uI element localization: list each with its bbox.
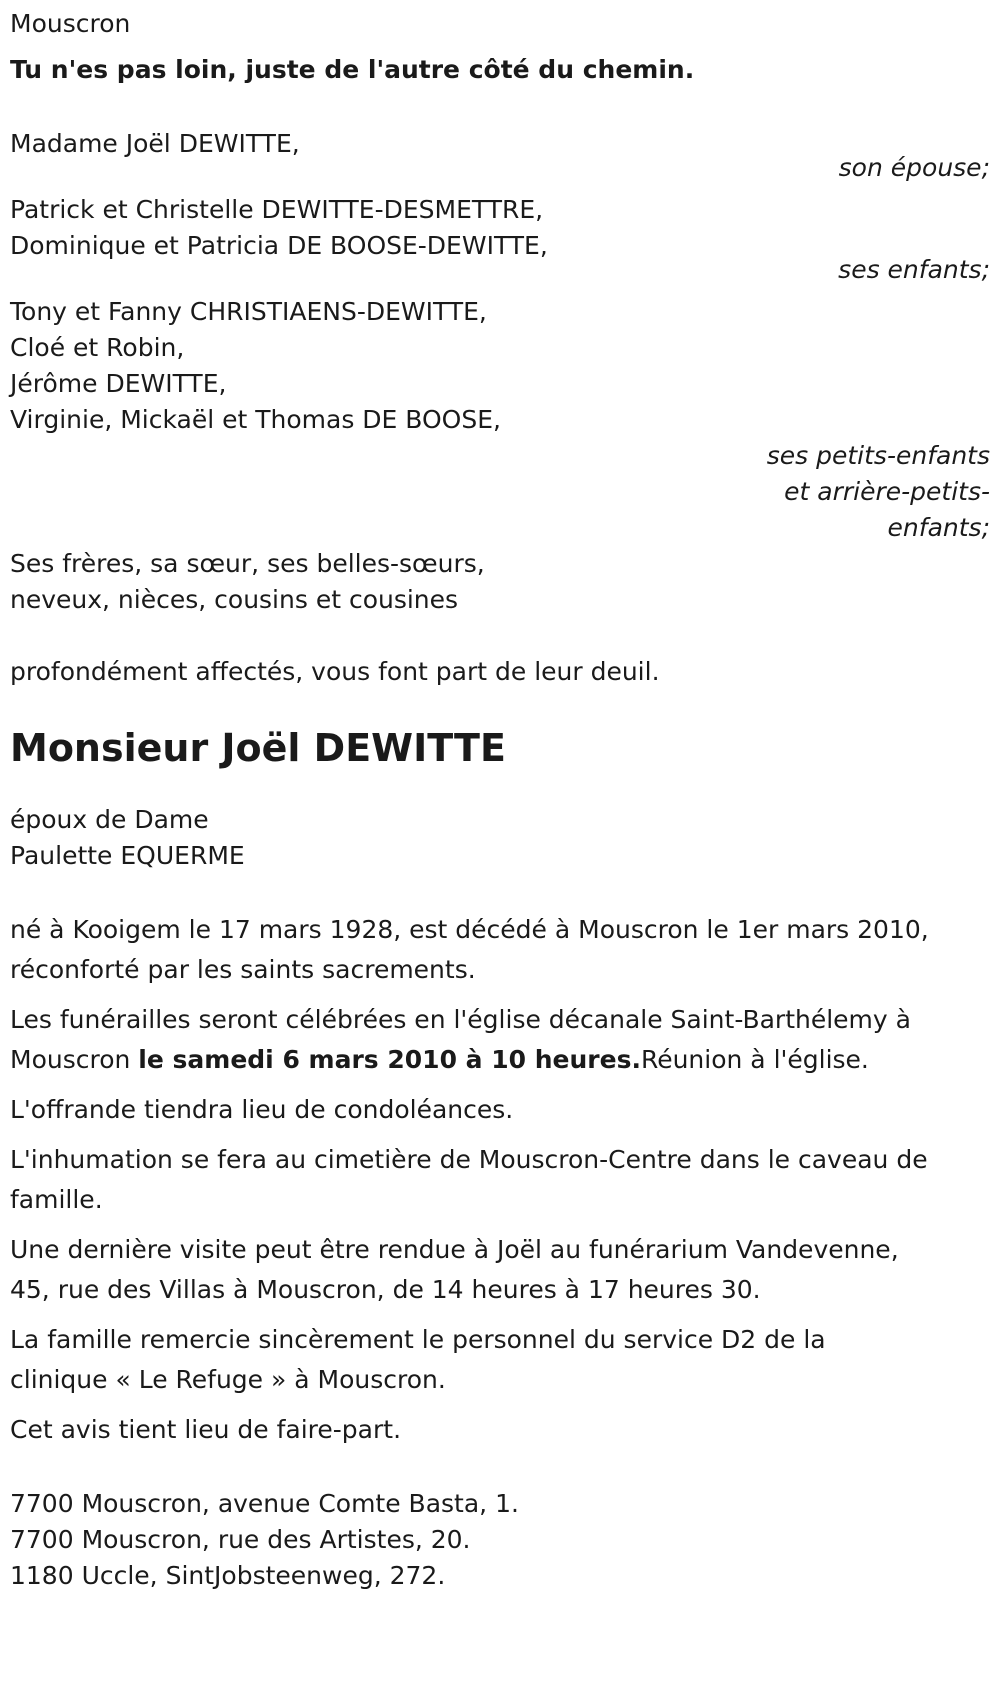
grandchildren-role: ses petits-enfants	[766, 441, 990, 470]
deceased-spouse-line: Paulette EQUERME	[10, 841, 245, 870]
deceased-name: Monsieur Joël DEWITTE	[10, 726, 506, 770]
grandchildren-role: et arrière-petits-	[784, 477, 990, 506]
offering-text: L'offrande tiendra lieu de condoléances.	[10, 1095, 514, 1124]
child-name: Dominique et Patricia DE BOOSE-DEWITTE,	[10, 231, 548, 260]
address-line: 7700 Mouscron, avenue Comte Basta, 1.	[10, 1489, 519, 1518]
details	[10, 910, 930, 1450]
announcement: profondément affectés, vous font part de leur deuil.	[10, 657, 660, 686]
birth-death-text: né à Kooigem le 17 mars 1928, est décédé à Mouscron le 1er mars 2010, réconforté par les saints sacrements.	[10, 915, 929, 984]
grandchild-name: Tony et Fanny CHRISTIAENS-DEWITTE,	[10, 297, 487, 326]
family-relatives	[10, 544, 990, 620]
funeral-text-pre: Les funérailles seront célébrées en l'église décanale Saint-Barthélemy à Mouscron	[10, 1005, 911, 1074]
grandchild-name: Cloé et Robin,	[10, 333, 185, 362]
notice-text: Cet avis tient lieu de faire-part.	[10, 1415, 402, 1444]
relatives-line: neveux, nièces, cousins et cousines	[10, 585, 459, 614]
family-spouse	[10, 124, 990, 188]
family-grandchildren	[10, 292, 990, 548]
funeral-text	[10, 1000, 930, 1080]
addresses	[10, 1484, 990, 1596]
thanks-text: La famille remercie sincèrement le personnel du service D2 de la clinique « Le Refuge » à Mouscron.	[10, 1325, 826, 1394]
child-name: Patrick et Christelle DEWITTE-DESMETTRE,	[10, 195, 544, 224]
funeral-text-post: Réunion à l'église.	[640, 1045, 869, 1074]
funeral-date: le samedi 6 mars 2010 à 10 heures.	[138, 1045, 641, 1074]
relatives-line: Ses frères, sa sœur, ses belles-sœurs,	[10, 549, 485, 578]
address-line: 1180 Uccle, SintJobsteenweg, 272.	[10, 1561, 446, 1590]
quote: Tu n'es pas loin, juste de l'autre côté du chemin.	[10, 55, 695, 84]
city-heading: Mouscron	[10, 9, 131, 38]
grandchild-name: Jérôme DEWITTE,	[10, 369, 227, 398]
children-role: ses enfants;	[838, 255, 990, 284]
grandchildren-role: enfants;	[887, 513, 990, 542]
address-line: 7700 Mouscron, rue des Artistes, 20.	[10, 1525, 471, 1554]
visit-text: Une dernière visite peut être rendue à Joël au funérarium Vandevenne, 45, rue des Villas à Mouscron, de 14 heures à 17 heures 30.	[10, 1235, 899, 1304]
grandchild-name: Virginie, Mickaël et Thomas DE BOOSE,	[10, 405, 501, 434]
spouse-role: son épouse;	[838, 153, 990, 182]
deceased-spouse	[10, 800, 990, 876]
family-children	[10, 190, 990, 290]
burial-text: L'inhumation se fera au cimetière de Mouscron-Centre dans le caveau de famille.	[10, 1145, 928, 1214]
spouse-name: Madame Joël DEWITTE,	[10, 129, 300, 158]
deceased-spouse-line: époux de Dame	[10, 805, 209, 834]
